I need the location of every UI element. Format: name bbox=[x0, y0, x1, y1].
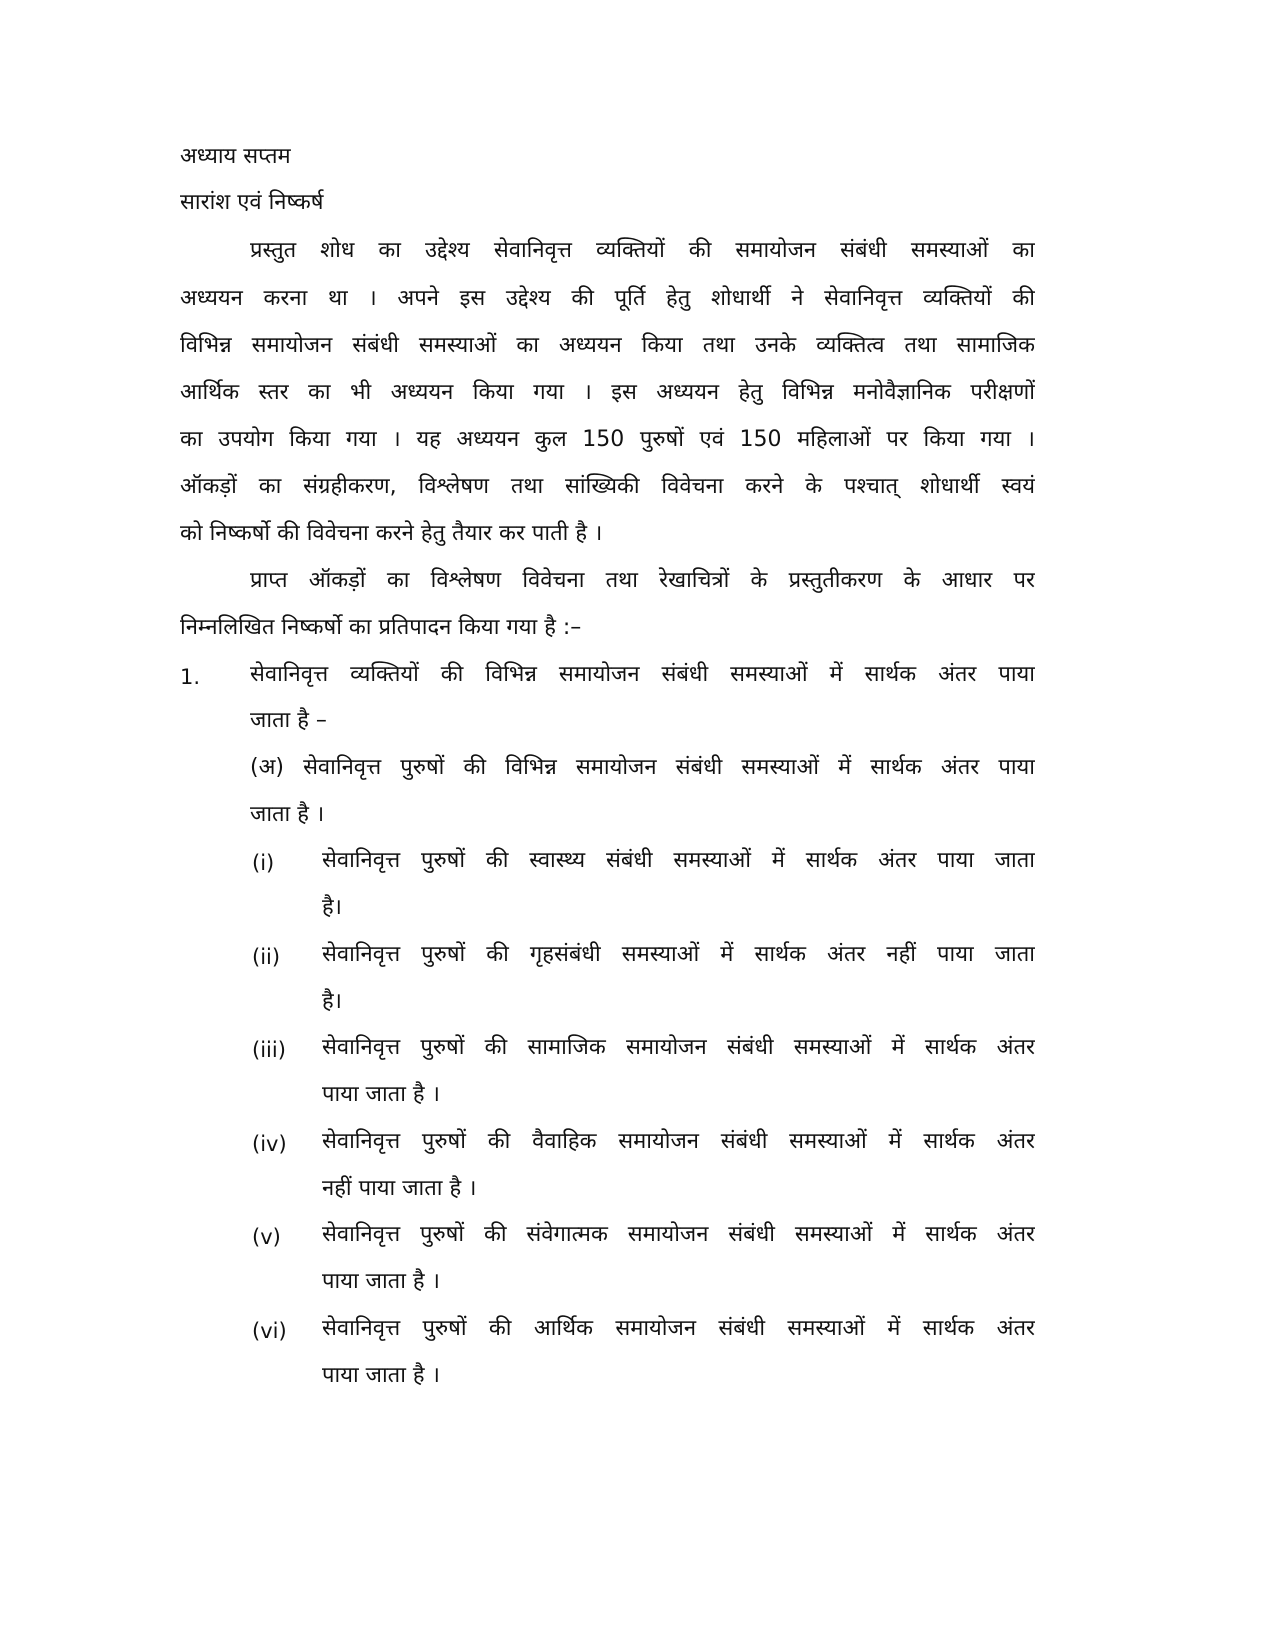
item-line: है। bbox=[322, 989, 343, 1014]
chapter-title: अध्याय सप्तम bbox=[180, 144, 291, 169]
item-line: है। bbox=[322, 895, 343, 920]
item-marker: (ii) bbox=[252, 945, 281, 969]
intro2-line: प्राप्त ऑकड़ों का विश्लेषण विवेचना तथा रेखाचित्रों के प्रस्तुतीकरण के आधार पर bbox=[250, 568, 1035, 593]
intro-line: अध्ययन करना था । अपने इस उद्देश्य की पूर्ति हेतु शोधार्थी ने सेवानिवृत्त व्यक्तियों की bbox=[180, 286, 1035, 311]
finding-number: 1. bbox=[180, 665, 201, 689]
finding-line: सेवानिवृत्त व्यक्तियों की विभिन्न समायोजन संबंधी समस्याओं में सार्थक अंतर पाया bbox=[250, 662, 1035, 687]
intro2-line: निम्नलिखित निष्कर्षो का प्रतिपादन किया गया है :– bbox=[180, 615, 582, 640]
item-marker: (v) bbox=[252, 1225, 281, 1249]
item-line: सेवानिवृत्त पुरुषों की गृहसंबंधी समस्याओं में सार्थक अंतर नहीं पाया जाता bbox=[322, 942, 1035, 967]
item-line: सेवानिवृत्त पुरुषों की आर्थिक समायोजन संबंधी समस्याओं में सार्थक अंतर bbox=[322, 1316, 1035, 1341]
intro-line: का उपयोग किया गया । यह अध्ययन कुल 150 पुरुषों एवं 150 महिलाओं पर किया गया । bbox=[180, 427, 1035, 452]
item-marker: (i) bbox=[252, 851, 275, 875]
finding-line: जाता है – bbox=[250, 708, 327, 733]
item-line: पाया जाता है । bbox=[322, 1269, 440, 1294]
intro-line: ऑकड़ों का संग्रहीकरण, विश्लेषण तथा सांख्यिकी विवेचना करने के पश्चात् शोधार्थी स्वयं bbox=[180, 474, 1035, 499]
item-line: नहीं पाया जाता है । bbox=[322, 1176, 477, 1201]
sub-heading-line: (अ) सेवानिवृत्त पुरुषों की विभिन्न समायोजन संबंधी समस्याओं में सार्थक अंतर पाया bbox=[250, 755, 1035, 780]
chapter-subtitle: सारांश एवं निष्कर्ष bbox=[180, 190, 324, 215]
item-line: सेवानिवृत्त पुरुषों की संवेगात्मक समायोजन संबंधी समस्याओं में सार्थक अंतर bbox=[322, 1222, 1035, 1247]
sub-heading-line: जाता है । bbox=[250, 802, 325, 827]
intro-line: प्रस्तुत शोध का उद्देश्य सेवानिवृत्त व्यक्तियों की समायोजन संबंधी समस्याओं का bbox=[250, 238, 1035, 263]
item-marker: (iii) bbox=[252, 1038, 286, 1062]
item-marker: (vi) bbox=[252, 1319, 287, 1343]
item-marker: (iv) bbox=[252, 1132, 287, 1156]
item-line: सेवानिवृत्त पुरुषों की स्वास्थ्य संबंधी समस्याओं में सार्थक अंतर पाया जाता bbox=[322, 848, 1035, 873]
intro-line: को निष्कर्षो की विवेचना करने हेतु तैयार कर पाती है । bbox=[180, 521, 603, 546]
item-line: सेवानिवृत्त पुरुषों की वैवाहिक समायोजन संबंधी समस्याओं में सार्थक अंतर bbox=[322, 1129, 1035, 1154]
intro-line: विभिन्न समायोजन संबंधी समस्याओं का अध्ययन किया तथा उनके व्यक्तित्व तथा सामाजिक bbox=[180, 333, 1035, 358]
item-line: सेवानिवृत्त पुरुषों की सामाजिक समायोजन संबंधी समस्याओं में सार्थक अंतर bbox=[322, 1035, 1035, 1060]
item-line: पाया जाता है । bbox=[322, 1363, 440, 1388]
intro-line: आर्थिक स्तर का भी अध्ययन किया गया । इस अध्ययन हेतु विभिन्न मनोवैज्ञानिक परीक्षणों bbox=[180, 380, 1035, 405]
item-line: पाया जाता है । bbox=[322, 1082, 440, 1107]
